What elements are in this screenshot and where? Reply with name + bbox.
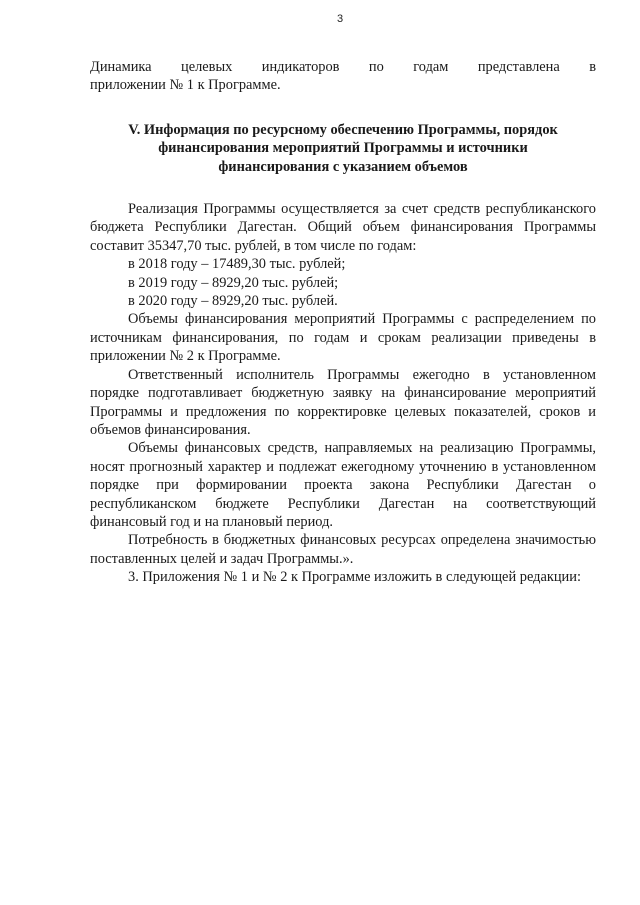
paragraph-forecast-volumes: Объемы финансовых средств, направляемых на реализацию Программы, носят прогнозный характер и подлежат ежегодному уточнению в установленном порядке при формировании проекта закона Республики Дагестан о республиканском бюджете Республики Дагестан на соответствующий финансовый год и на плановый период. bbox=[90, 440, 596, 530]
intro-line-1: Динамика целевых индикаторов по годам представлена в bbox=[90, 59, 596, 75]
paragraph-funding-total: Реализация Программы осуществляется за счет средств республиканского бюджета Республики Дагестан. Общий объем финансирования Программы составит 35347,70 тыс. рублей, в том числе по годам: bbox=[90, 201, 596, 254]
paragraph-funding-distribution: Объемы финансирования мероприятий Программы с распределением по источникам финансирования, по годам и срокам реализации приведены в приложении № 2 к Программе. bbox=[90, 311, 596, 365]
funding-year-2018: в 2018 году – 17489,30 тыс. рублей; bbox=[128, 256, 346, 273]
section-heading-line-2: финансирования мероприятий Программы и источники bbox=[158, 140, 528, 157]
paragraph-budget-needs: Потребность в бюджетных финансовых ресурсах определена значимостью поставленных целей и задач Программы.». bbox=[90, 532, 596, 567]
section-heading-line-1: V. Информация по ресурсному обеспечению Программы, порядок bbox=[128, 121, 558, 138]
document-body bbox=[90, 58, 596, 587]
intro-line-2: приложении № 1 к Программе. bbox=[90, 77, 281, 94]
funding-year-2020: в 2020 году – 8929,20 тыс. рублей. bbox=[128, 293, 338, 310]
paragraph-budget-request: Ответственный исполнитель Программы ежегодно в установленном порядке подготавливает бюджетную заявку на финансирование мероприятий Программы и предложения по корректировке целевых показателей, сроков и объемов финансирования. bbox=[90, 366, 596, 438]
funding-year-2019: в 2019 году – 8929,20 тыс. рублей; bbox=[128, 274, 339, 291]
section-heading-line-3: финансирования с указанием объемов bbox=[218, 158, 468, 175]
section-heading bbox=[90, 121, 596, 176]
page-number: 3 bbox=[336, 13, 344, 25]
paragraph-appendices-amendment: 3. Приложения № 1 и № 2 к Программе изложить в следующей редакции: bbox=[128, 569, 581, 586]
